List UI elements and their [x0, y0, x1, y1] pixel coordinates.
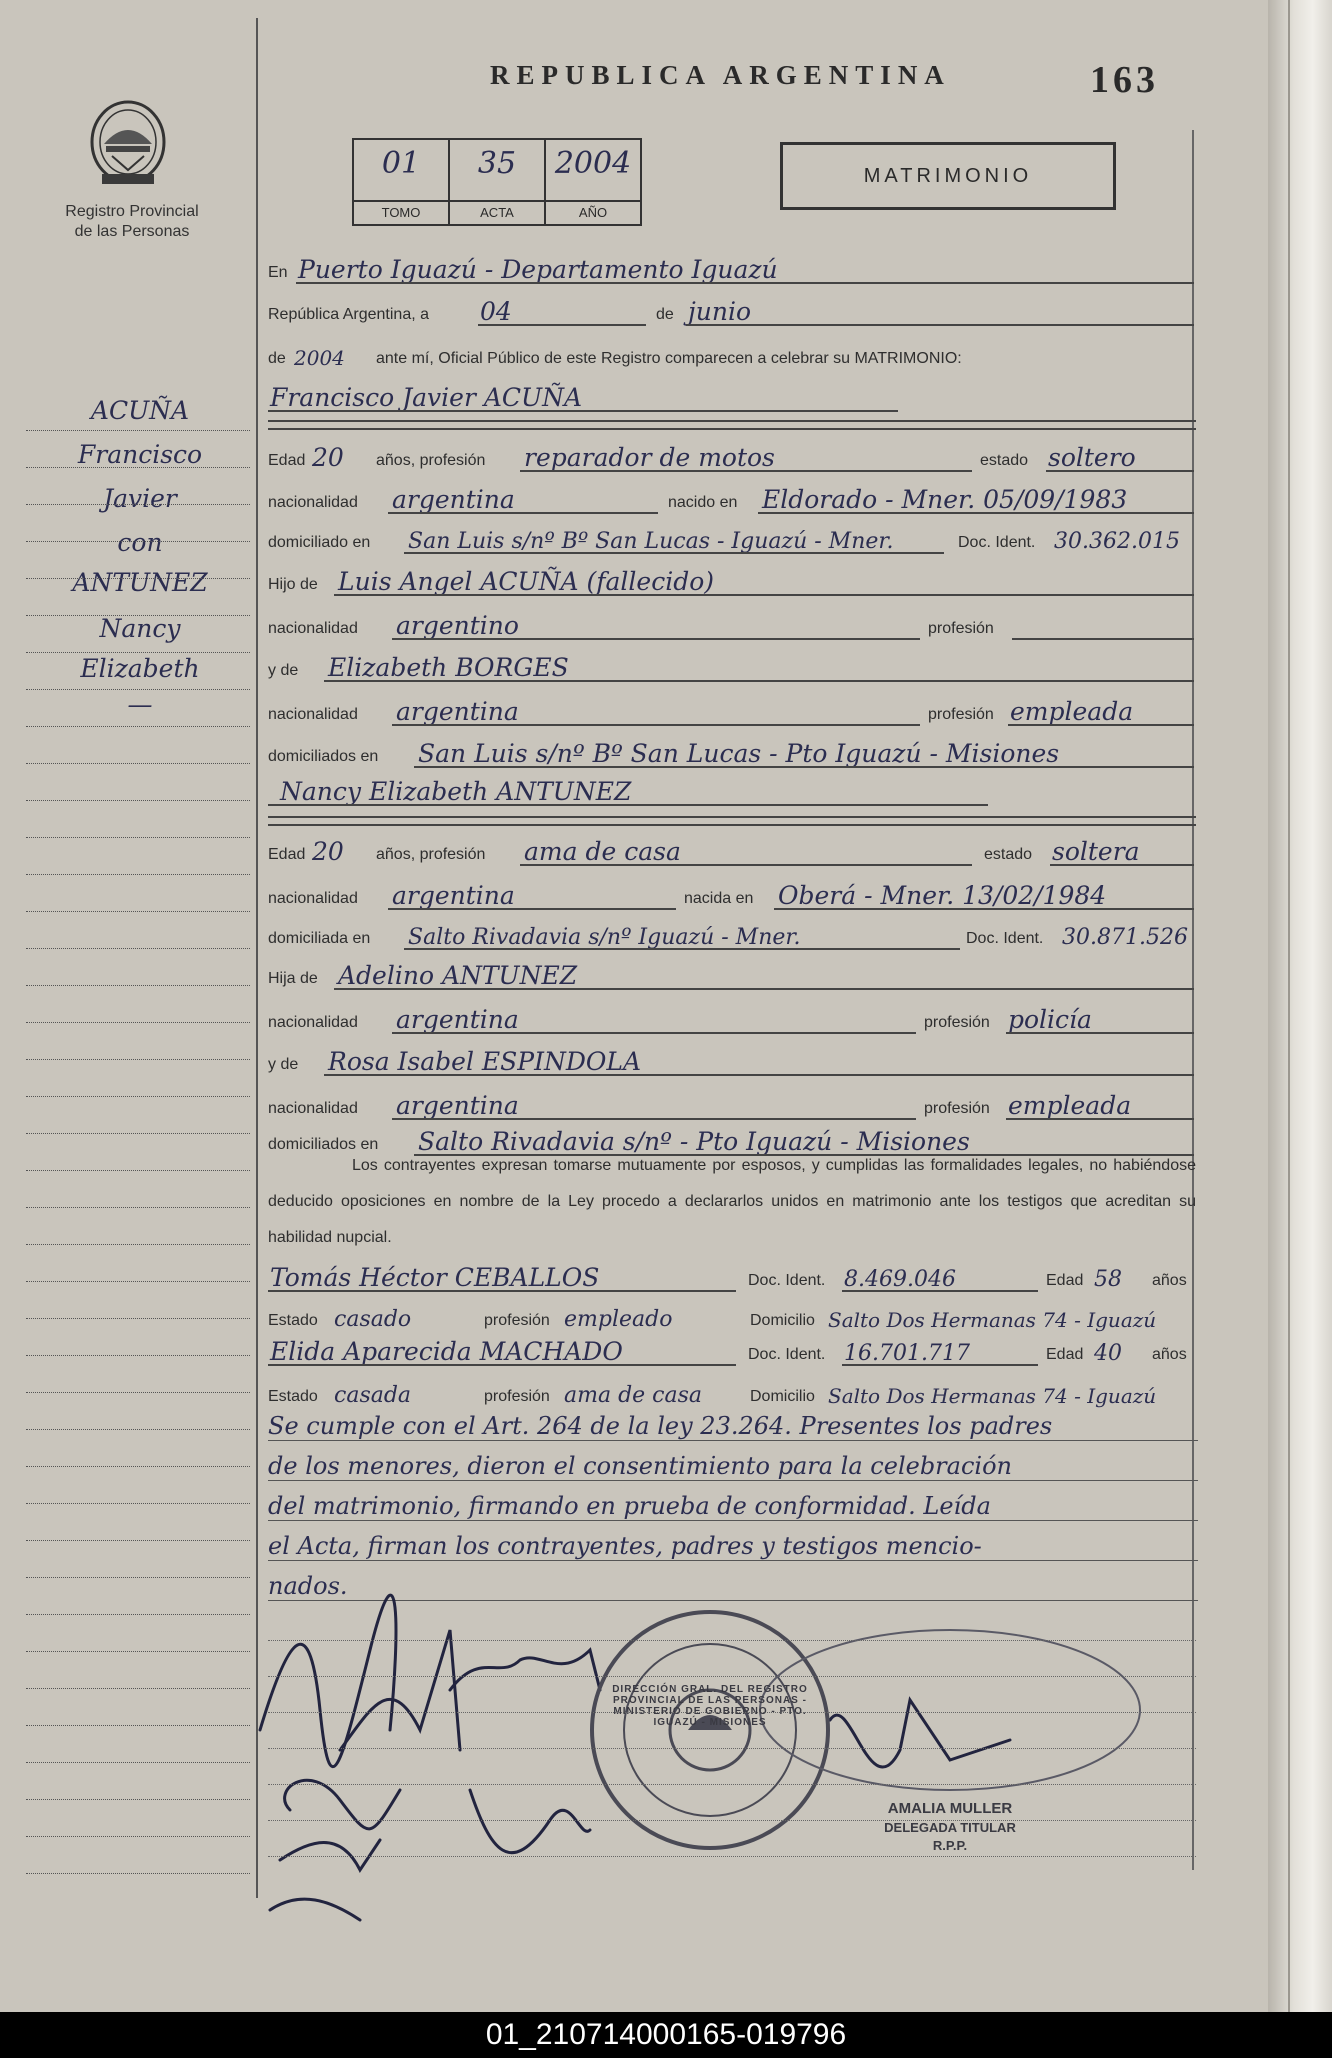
groom-father: Luis Angel ACUÑA (fallecido) [338, 567, 715, 596]
country-title: REPUBLICA ARGENTINA [490, 60, 951, 90]
margin-rule-line [26, 911, 250, 912]
ruled-line [268, 1712, 1196, 1713]
bride-mother-nationality: argentina [396, 1091, 519, 1120]
officer-title: DELEGADA TITULAR [884, 1820, 1016, 1835]
groom-mother: Elizabeth BORGES [328, 653, 569, 682]
margin-rule-line [26, 1614, 250, 1615]
bride-nationality-row: nacionalidad argentina nacida en Oberá - Mner. 13/02/1984 [268, 880, 1196, 912]
margin-rule-line [26, 504, 250, 505]
officer-org: R.P.P. [932, 1838, 968, 1853]
bride-domicile: Salto Rivadavia s/nº Iguazú - Mner. [408, 925, 801, 950]
bride-nationality: argentina [392, 881, 515, 910]
witness1-name: Tomás Héctor CEBALLOS [270, 1263, 600, 1292]
groom-name-row [268, 382, 1196, 414]
groom-age-row: Edad 20 años, profesión reparador de motos estado soltero [268, 442, 1196, 474]
margin-rule-line [26, 1540, 250, 1541]
bride-name: Nancy Elizabeth ANTUNEZ [280, 777, 632, 806]
groom-name: Francisco Javier ACUÑA [270, 383, 583, 412]
tomo-value: 01 [381, 146, 421, 181]
margin-rule-line [26, 985, 250, 986]
margin-rule-line [26, 1318, 250, 1319]
groom-domicile-row: domiciliado en San Luis s/nº Bº San Lucas - Iguazú - Mner. Doc. Ident. 30.362.015 [268, 529, 1180, 554]
groom-mother-profession: empleada [1010, 697, 1134, 726]
witness2-name: Elida Aparecida MACHADO [270, 1337, 623, 1366]
margin-rule-line [26, 1392, 250, 1393]
margin-rule-line [26, 1873, 250, 1874]
groom-nationality: argentina [392, 485, 515, 514]
observation-line-3: del matrimonio, firmando en prueba de conformidad. Leída [268, 1492, 1198, 1521]
bride-age-row: Edad 20 años, profesión ama de casa estado soltera [268, 836, 1196, 868]
anio-cell [546, 140, 640, 224]
margin-rule-line [26, 578, 250, 579]
bride-mother-profession: empleada [1008, 1091, 1132, 1120]
margin-bride-given2: Elizabeth [80, 654, 200, 683]
margin-rule-line [26, 1725, 250, 1726]
margin-rule-line [26, 1022, 250, 1023]
margin-rule-line [26, 948, 250, 949]
witness2-doc: 16.701.717 [844, 1341, 970, 1366]
groom-domicile: San Luis s/nº Bº San Lucas - Iguazú - Mner. [408, 529, 894, 554]
bride-father-profession: policía [1008, 1005, 1092, 1034]
observation-line-5: nados. [268, 1572, 1198, 1601]
bride-father-nat-row: nacionalidad argentina profesión policía [268, 1004, 1196, 1036]
margin-rule-line [26, 763, 250, 764]
date-row: República Argentina, a 04 de junio [268, 296, 1196, 328]
act-type-box: MATRIMONIO [780, 142, 1116, 210]
place-value: Puerto Iguazú - Departamento Iguazú [298, 255, 778, 284]
groom-birthplace: Eldorado - Mner. 05/09/1983 [762, 485, 1128, 514]
witness1-profession: empleado [564, 1307, 673, 1332]
margin-bride-surname: ANTUNEZ [72, 568, 208, 597]
margin-rule-line [26, 1281, 250, 1282]
observation-line-2: de los menores, dieron el consentimiento para la celebración [268, 1452, 1198, 1481]
bride-parents-domicile: Salto Rivadavia s/nº - Pto Iguazú - Misiones [418, 1127, 970, 1156]
volume-box [352, 138, 642, 226]
margin-rule-line [26, 1688, 250, 1689]
witness1-detail-row: Estado casado profesión empleado Domicilio Salto Dos Hermanas 74 - Iguazú [268, 1307, 1157, 1332]
margin-rule-line [26, 615, 250, 616]
ruled-line [268, 1676, 1196, 1677]
month-value: junio [688, 297, 752, 326]
image-id-caption: 01_210714000165-019796 [0, 2012, 1332, 2058]
provincial-seal-icon [82, 96, 174, 188]
margin-rule-line [26, 1577, 250, 1578]
ruled-line [268, 1748, 1196, 1749]
bride-civil-status: soltera [1052, 837, 1140, 866]
margin-con: con [117, 528, 163, 557]
margin-rule-line [26, 837, 250, 838]
round-stamp-text: DIRECCIÓN GRAL. DEL REGISTRO PROVINCIAL DE LAS PERSONAS - MINISTERIO DE GOBIERNO - PTO. IGUAZÚ - MISIONES [612, 1684, 808, 1728]
margin-rule-line [26, 726, 250, 727]
groom-age: 20 [312, 443, 344, 472]
bride-father-row: Hija de Adelino ANTUNEZ [268, 960, 1196, 992]
witness2-profession: ama de casa [564, 1383, 703, 1408]
registry-label: Registro Provincial de las Personas [65, 203, 199, 240]
bride-age: 20 [312, 837, 344, 866]
groom-mother-nat-row: nacionalidad argentina profesión empleada [268, 696, 1196, 728]
margin-rule-line [26, 800, 250, 801]
place-row: En Puerto Iguazú - Departamento Iguazú [268, 254, 1196, 286]
year-value: 2004 [294, 346, 345, 370]
acta-cell [450, 140, 546, 224]
margin-rule-line [26, 1836, 250, 1837]
margin-rule-line [26, 1133, 250, 1134]
ruled-line [268, 1856, 1196, 1857]
spine-line [1288, 0, 1290, 2012]
anio-value: 2004 [554, 146, 632, 181]
margin-rule-line [26, 467, 250, 468]
witness2-age: 40 [1094, 1341, 1122, 1366]
groom-father-row: Hijo de Luis Angel ACUÑA (fallecido) [268, 566, 1196, 598]
witness1-domicile: Salto Dos Hermanas 74 - Iguazú [828, 1308, 1157, 1332]
bride-doc: 30.871.526 [1062, 925, 1188, 950]
margin-rule-line [26, 1429, 250, 1430]
ruled-line [268, 1820, 1196, 1821]
round-stamp [592, 1612, 828, 1848]
bride-birthplace: Oberá - Mner. 13/02/1984 [778, 881, 1107, 910]
acta-value: 35 [477, 146, 517, 181]
margin-dash: — [127, 690, 153, 719]
bride-mother-row: y de Rosa Isabel ESPINDOLA [268, 1046, 1196, 1078]
groom-parents-domicile: San Luis s/nº Bº San Lucas - Pto Iguazú - Misiones [418, 739, 1060, 768]
margin-rule-line [26, 430, 250, 431]
groom-father-nat-row: nacionalidad argentino profesión [268, 610, 1196, 642]
bride-father-nationality: argentina [396, 1005, 519, 1034]
day-value: 04 [480, 297, 512, 326]
groom-civil-status: soltero [1048, 443, 1136, 472]
margin-bride-given1: Nancy [99, 614, 181, 643]
margin-rule-line [26, 1096, 250, 1097]
groom-father-nationality: argentino [396, 611, 519, 640]
bride-mother-nat-row: nacionalidad argentina profesión empleada [268, 1090, 1196, 1122]
bride-domicile-row: domiciliada en Salto Rivadavia s/nº Iguazú - Mner. Doc. Ident. 30.871.526 [268, 925, 1188, 950]
observation-line-4: el Acta, firman los contrayentes, padres y testigos mencio- [268, 1532, 1198, 1561]
margin-rule-line [26, 1466, 250, 1467]
book-edge [1268, 0, 1332, 2012]
officer-name: AMALIA MULLER [887, 1800, 1013, 1817]
bride-profession: ama de casa [524, 837, 681, 866]
declaration-text: Los contrayentes expresan tomarse mutuamente por esposos, y cumplidas las formalidades legales, no habiéndose deducido oposiciones en nombre de la Ley procedo a declararlos unidos en matrimonio ante los testigos que acreditan su habilidad nupcial. [268, 1157, 1196, 1246]
witness2-detail-row: Estado casada profesión ama de casa Domicilio Salto Dos Hermanas 74 - Iguazú [268, 1383, 1157, 1408]
acta-label: ACTA [450, 200, 544, 224]
groom-mother-row: y de Elizabeth BORGES [268, 652, 1196, 684]
anio-label: AÑO [546, 200, 640, 224]
margin-rule-line [26, 1207, 250, 1208]
margin-rule-line [26, 652, 250, 653]
witness2-civil: casada [334, 1383, 412, 1408]
witness2-domicile: Salto Dos Hermanas 74 - Iguazú [828, 1384, 1157, 1408]
margin-rule-line [26, 1059, 250, 1060]
margin-surname: ACUÑA [90, 396, 190, 425]
margin-rule-line [26, 541, 250, 542]
margin-rule-line [26, 1651, 250, 1652]
ruled-line [268, 1640, 1196, 1641]
groom-mother-nationality: argentina [396, 697, 519, 726]
observation-line-1: Se cumple con el Art. 264 de la ley 23.264. Presentes los padres [268, 1412, 1198, 1441]
margin-rule-line [26, 1762, 250, 1763]
bride-parents-domicile-row: domiciliados en Salto Rivadavia s/nº - Pto Iguazú - Misiones [268, 1126, 1196, 1158]
ruled-line [268, 1784, 1196, 1785]
margin-rule-line [26, 1355, 250, 1356]
witness1-civil: casado [334, 1307, 412, 1332]
page-number: 163 [1090, 59, 1159, 101]
margin-rule-line [26, 1170, 250, 1171]
groom-profession: reparador de motos [524, 443, 775, 472]
signatures-and-stamps [250, 1590, 1200, 1950]
year-row: de 2004 ante mí, Oficial Público de este Registro comparecen a celebrar su MATRIMONIO: [268, 346, 962, 370]
margin-given2: Javier [103, 484, 177, 513]
margin-rule-line [26, 689, 250, 690]
tomo-cell [354, 140, 450, 224]
groom-doc: 30.362.015 [1054, 529, 1180, 554]
bride-name-row [268, 776, 1196, 808]
margin-given1: Francisco [77, 440, 203, 469]
witness1-age: 58 [1094, 1267, 1122, 1292]
margin-rule-line [26, 1799, 250, 1800]
bride-mother: Rosa Isabel ESPINDOLA [328, 1047, 642, 1076]
groom-parents-domicile-row: domiciliados en San Luis s/nº Bº San Lucas - Pto Iguazú - Misiones [268, 738, 1196, 770]
groom-nationality-row: nacionalidad argentina nacido en Eldorado - Mner. 05/09/1983 [268, 484, 1196, 516]
witness2-row: Elida Aparecida MACHADO Doc. Ident. 16.701.717 Edad 40 años [270, 1337, 1187, 1366]
witness1-doc: 8.469.046 [844, 1267, 956, 1292]
margin-rule-line [26, 1244, 250, 1245]
bride-father: Adelino ANTUNEZ [338, 961, 578, 990]
tomo-label: TOMO [354, 200, 448, 224]
margin-rule-line [26, 1503, 250, 1504]
witness1-row: Tomás Héctor CEBALLOS Doc. Ident. 8.469.046 Edad 58 años [270, 1263, 1187, 1292]
margin-rule-line [26, 874, 250, 875]
